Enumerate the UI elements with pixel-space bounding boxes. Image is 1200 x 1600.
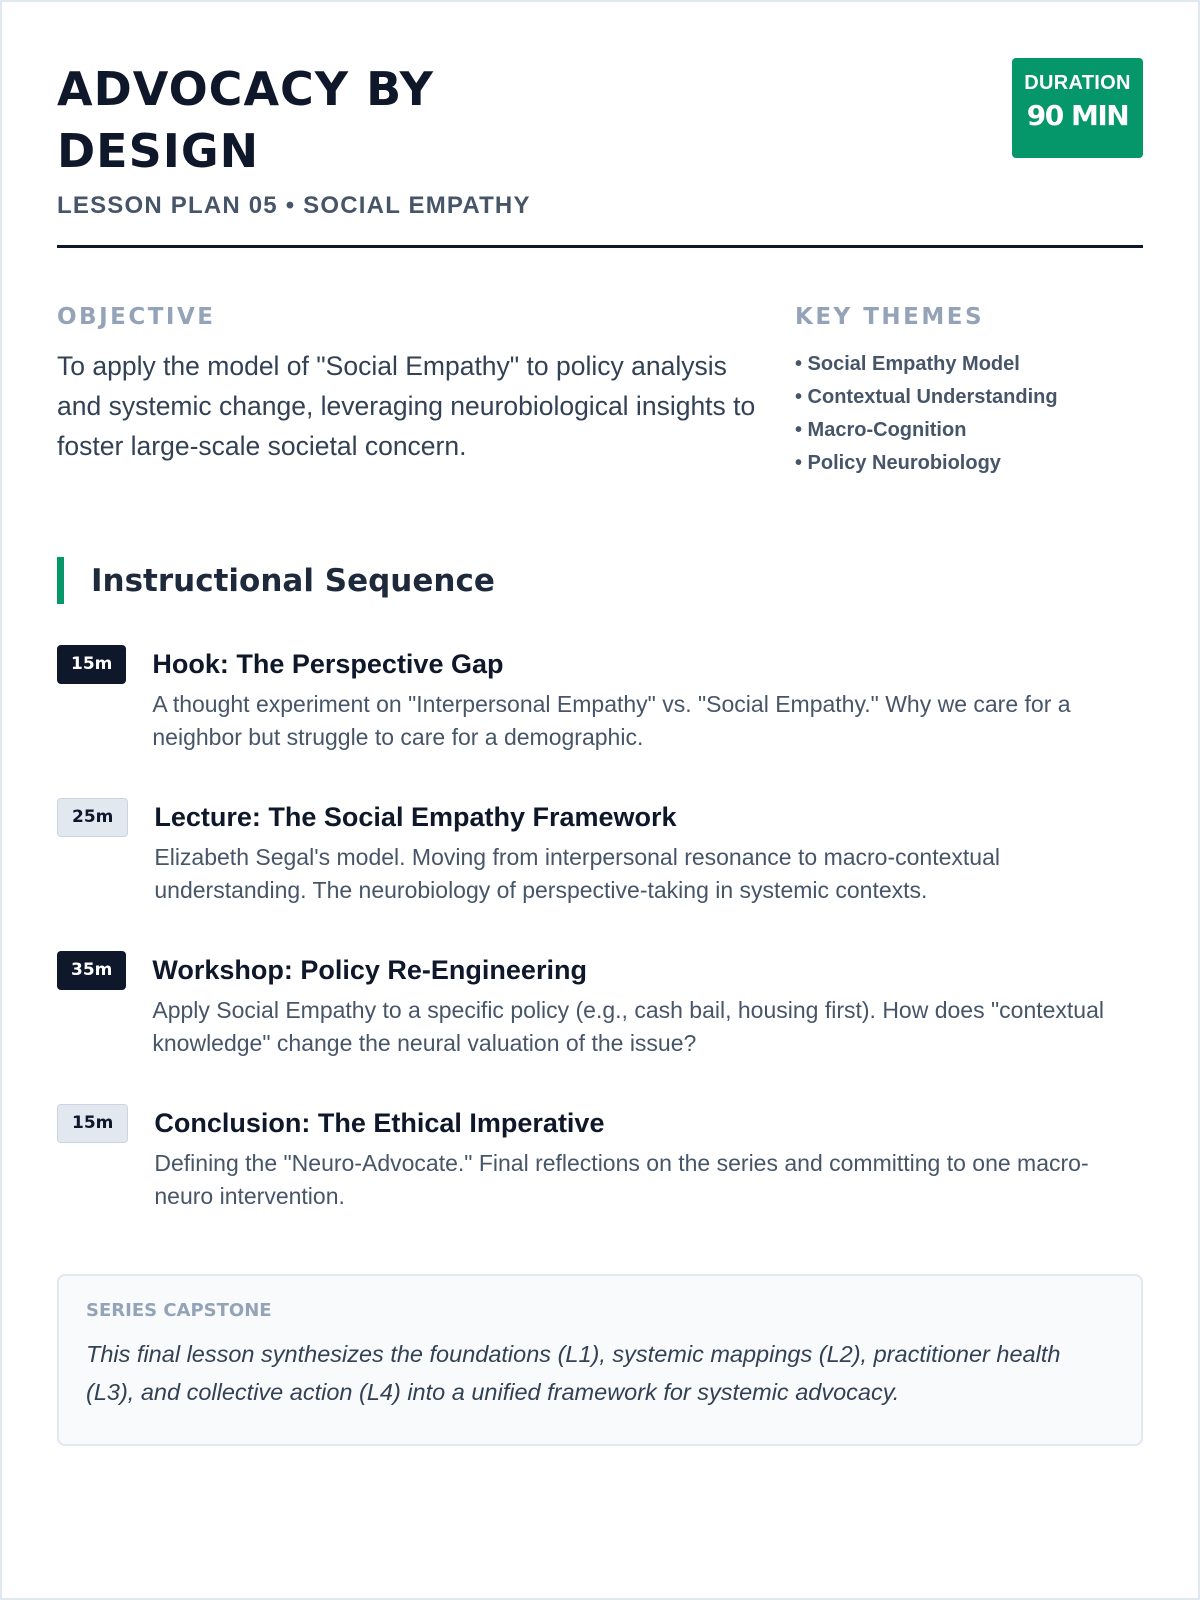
step-description: Elizabeth Segal's model. Moving from interpersonal resonance to macro-contextual understanding. The neurobiology of perspective-taking in systemic contexts.: [154, 844, 1000, 903]
lesson-header: [57, 58, 1143, 245]
step-description: Defining the "Neuro-Advocate." Final reflections on the series and committing to one macro-neuro intervention.: [154, 1150, 1089, 1209]
capstone-label: SERIES CAPSTONE: [86, 1300, 272, 1321]
lesson-title: ADVOCACY BY DESIGN: [57, 62, 434, 178]
step-time-badge: 35m: [57, 951, 126, 990]
step-title: Lecture: The Social Empathy Framework: [154, 802, 677, 832]
step-title: Workshop: Policy Re-Engineering: [152, 955, 587, 985]
step-description: A thought experiment on "Interpersonal Empathy" vs. "Social Empathy." Why we care for a neighbor but struggle to care for a demographic.: [152, 691, 1071, 750]
sequence-accent-bar: [57, 557, 64, 604]
step-time-badge: 15m: [57, 645, 126, 684]
step-body: [154, 1103, 1143, 1213]
duration-value: 90 MIN: [1026, 99, 1129, 132]
objective-block: [57, 304, 757, 554]
theme-item: • Social Empathy Model: [795, 353, 1020, 375]
step-body: [154, 797, 1143, 907]
theme-item: • Policy Neurobiology: [795, 452, 1001, 474]
step-time-badge: 15m: [57, 1104, 128, 1143]
key-themes-list: [795, 348, 1058, 480]
sequence-step: [57, 644, 1143, 797]
theme-item: • Contextual Understanding: [795, 386, 1058, 408]
duration-label: DURATION: [1024, 72, 1131, 94]
objective-text: To apply the model of "Social Empathy" to policy analysis and systemic change, leveraging neurobiological insights to foster large-scale societal concern.: [57, 351, 756, 461]
sequence-heading: [57, 557, 1143, 604]
sequence-step: [57, 797, 1143, 950]
theme-item: • Macro-Cognition: [795, 419, 967, 441]
intro-section: [57, 304, 1143, 554]
key-themes-label: KEY THEMES: [795, 304, 985, 330]
sequence-steps: [57, 644, 1143, 1256]
lesson-subtitle: LESSON PLAN 05 • SOCIAL EMPATHY: [57, 192, 531, 219]
series-capstone-box: [57, 1274, 1143, 1446]
step-body: [152, 644, 1143, 754]
key-themes-block: [795, 304, 1058, 554]
step-time-badge: 25m: [57, 798, 128, 837]
step-description: Apply Social Empathy to a specific policy (e.g., cash bail, housing first). How does "contextual knowledge" change the neural valuation of the issue?: [152, 997, 1104, 1056]
sequence-step: [57, 950, 1143, 1103]
header-divider: [57, 245, 1143, 248]
sequence-title: Instructional Sequence: [91, 562, 495, 599]
objective-label: OBJECTIVE: [57, 304, 216, 330]
step-title: Hook: The Perspective Gap: [152, 649, 504, 679]
duration-badge: [1012, 58, 1143, 158]
sequence-step: [57, 1103, 1143, 1256]
step-title: Conclusion: The Ethical Imperative: [154, 1108, 605, 1138]
capstone-text: This final lesson synthesizes the foundations (L1), systemic mappings (L2), practitioner health (L3), and collective action (L4) into a unified framework for systemic advocacy.: [86, 1341, 1061, 1405]
step-body: [152, 950, 1143, 1060]
